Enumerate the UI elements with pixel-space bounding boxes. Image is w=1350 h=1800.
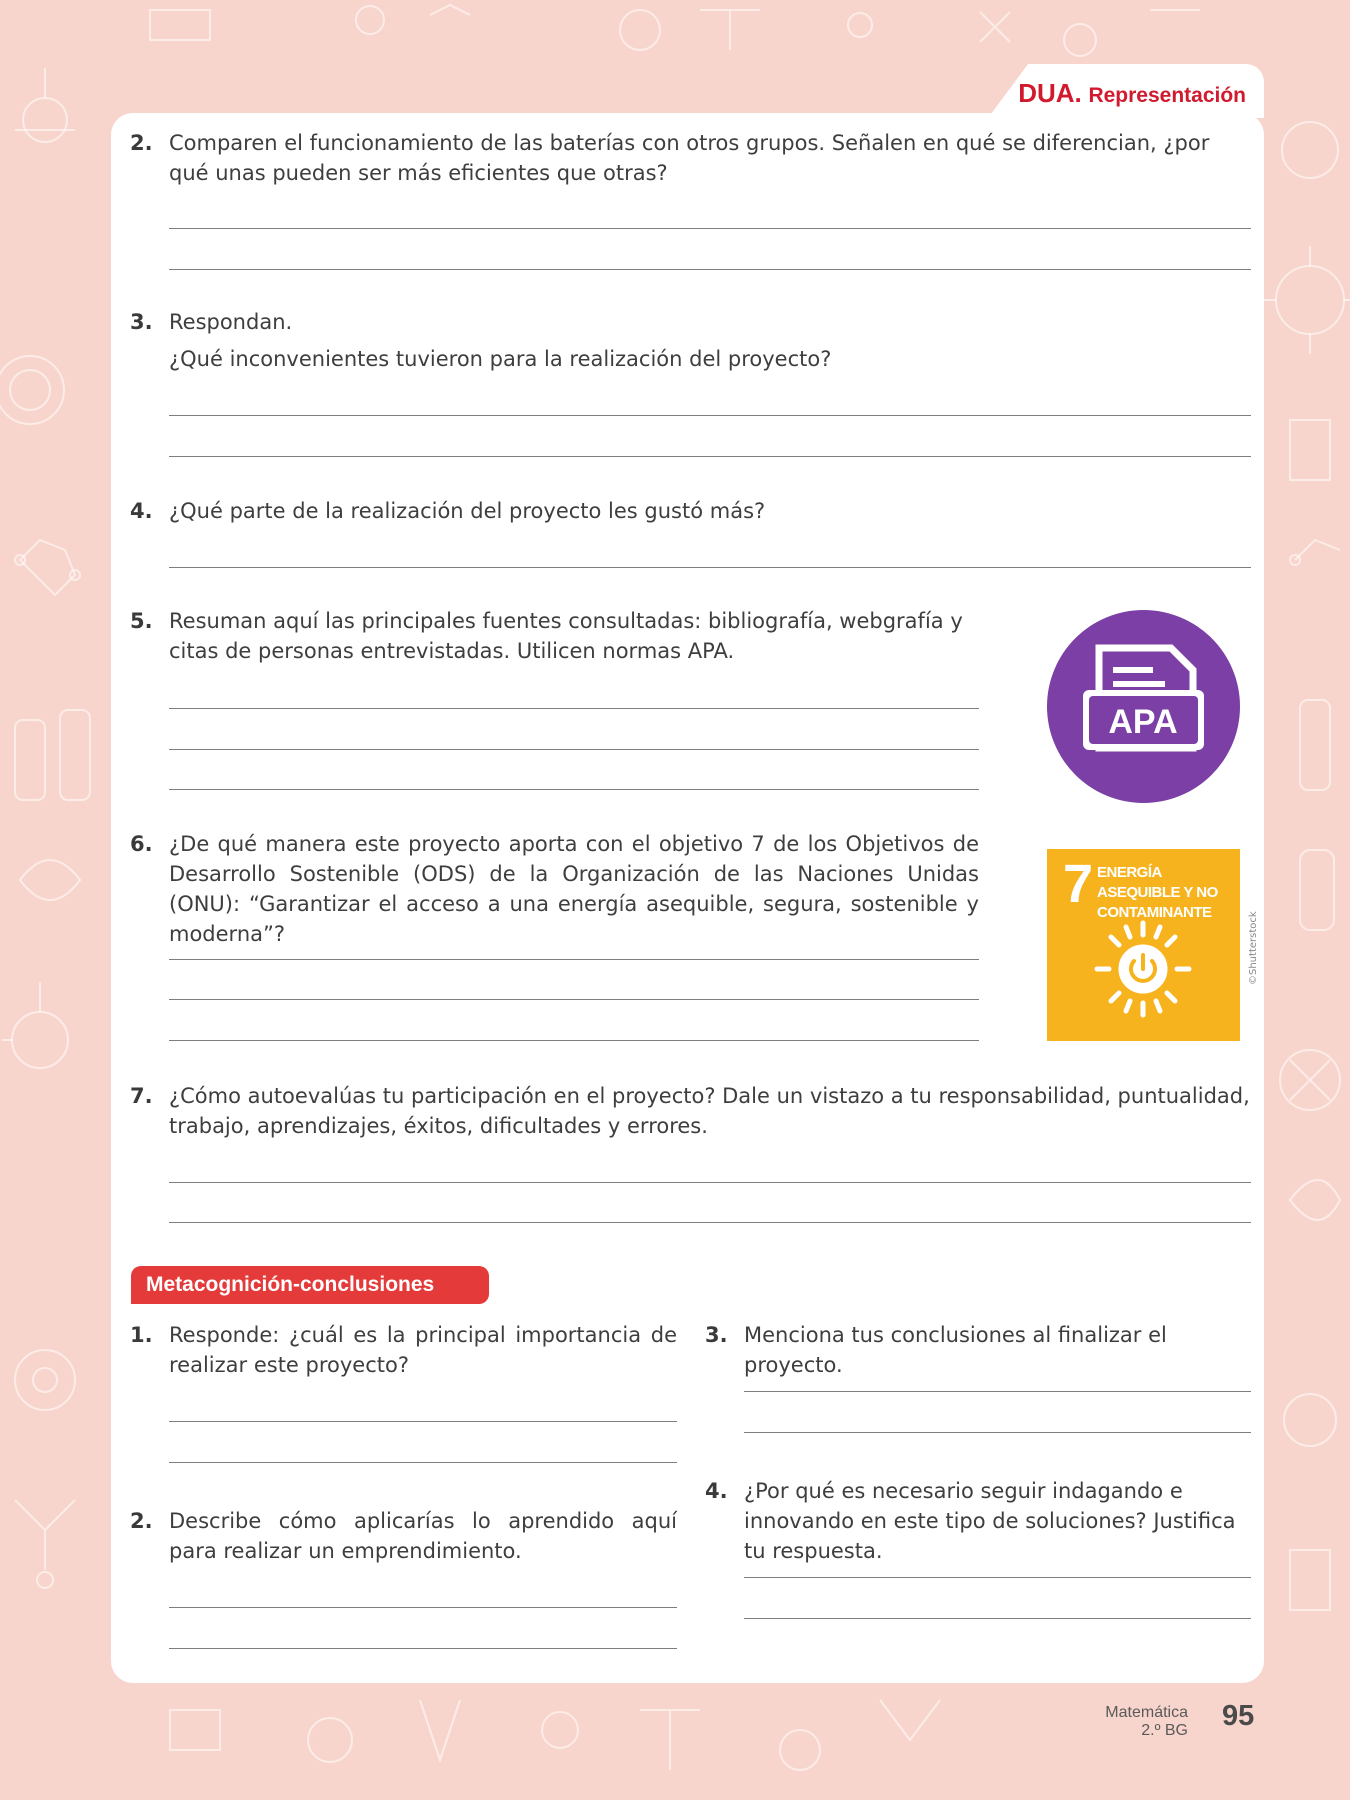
question-4	[130, 496, 1251, 526]
question-number: 4.	[130, 499, 153, 523]
answer-line[interactable]	[169, 1421, 677, 1422]
question-text: Menciona tus conclusiones al finalizar el proyecto.	[744, 1323, 1167, 1377]
answer-line[interactable]	[169, 789, 979, 790]
answer-line[interactable]	[169, 228, 1251, 229]
dua-label	[1018, 78, 1246, 109]
meta-question-3	[705, 1320, 1251, 1380]
sdg-7-badge	[1047, 849, 1240, 1041]
question-number: 4.	[705, 1479, 728, 1503]
question-2	[130, 128, 1251, 188]
question-number: 7.	[130, 1084, 153, 1108]
question-text: ¿De qué manera este proyecto aporta con el objetivo 7 de los Objetivos de Desarrollo Sostenible (ODS) de la Organización de las Naciones Unidas (ONU): “Garantizar el acceso a una energía asequible, segura, sostenible y moderna”?	[169, 832, 979, 946]
question-text: Describe cómo aplicarías lo aprendido aquí para realizar un emprendimiento.	[169, 1509, 677, 1563]
answer-line[interactable]	[169, 269, 1251, 270]
page-number: 95	[1222, 1700, 1255, 1732]
question-number: 2.	[130, 1509, 153, 1533]
question-text: ¿Qué parte de la realización del proyecto les gustó más?	[169, 499, 766, 523]
answer-line[interactable]	[169, 1648, 677, 1649]
answer-line[interactable]	[169, 456, 1251, 457]
question-number: 1.	[130, 1323, 153, 1347]
answer-line[interactable]	[169, 959, 979, 960]
apa-badge	[1047, 610, 1240, 803]
sdg-number: 7	[1063, 854, 1094, 914]
answer-line[interactable]	[744, 1618, 1251, 1619]
answer-line[interactable]	[744, 1577, 1251, 1578]
answer-line[interactable]	[169, 708, 979, 709]
question-7	[130, 1081, 1251, 1141]
answer-line[interactable]	[169, 999, 979, 1000]
answer-line[interactable]	[169, 1182, 1251, 1183]
question-number: 3.	[705, 1323, 728, 1347]
dua-light: Representación	[1088, 84, 1246, 107]
question-number: 5.	[130, 609, 153, 633]
footer-grade: 2.º BG	[1141, 1722, 1188, 1739]
answer-line[interactable]	[169, 1040, 979, 1041]
dua-strong: DUA.	[1018, 78, 1082, 108]
question-number: 6.	[130, 832, 153, 856]
sun-power-icon	[1093, 919, 1193, 1019]
question-subtext: ¿Qué inconvenientes tuvieron para la realización del proyecto?	[169, 347, 832, 371]
question-text: Comparen el funcionamiento de las baterías con otros grupos. Señalen en qué se diferencian, ¿por qué unas pueden ser más eficientes que otras?	[169, 131, 1210, 185]
apa-label: APA	[1108, 703, 1178, 741]
footer-book-info	[1105, 1704, 1188, 1740]
meta-question-2	[130, 1506, 677, 1566]
answer-line[interactable]	[169, 415, 1251, 416]
answer-line[interactable]	[169, 1222, 1251, 1223]
question-number: 3.	[130, 310, 153, 334]
question-text: ¿Cómo autoevalúas tu participación en el proyecto? Dale un vistazo a tu responsabilidad, puntualidad, trabajo, aprendizajes, éxitos, dificultades y errores.	[169, 1084, 1250, 1138]
question-text: Resuman aquí las principales fuentes consultadas: bibliografía, webgrafía y citas de personas entrevistadas. Utilicen normas APA.	[169, 609, 963, 663]
meta-question-4	[705, 1476, 1251, 1566]
answer-line[interactable]	[169, 1607, 677, 1608]
image-credit: ©Shutterstock	[1248, 911, 1259, 985]
question-5	[130, 606, 979, 666]
question-text: Respondan.	[169, 310, 293, 334]
question-3	[130, 307, 1251, 374]
meta-question-1	[130, 1320, 677, 1380]
answer-line[interactable]	[169, 1462, 677, 1463]
answer-line[interactable]	[169, 567, 1251, 568]
answer-line[interactable]	[744, 1391, 1251, 1392]
answer-line[interactable]	[744, 1432, 1251, 1433]
question-text: Responde: ¿cuál es la principal importancia de realizar este proyecto?	[169, 1323, 677, 1377]
question-text: ¿Por qué es necesario seguir indagando e innovando en este tipo de soluciones? Justifica tu respuesta.	[744, 1479, 1236, 1563]
footer-subject: Matemática	[1105, 1704, 1188, 1721]
metacognition-heading: Metacognición-conclusiones	[131, 1266, 489, 1304]
question-number: 2.	[130, 131, 153, 155]
question-6	[130, 829, 979, 949]
answer-line[interactable]	[169, 749, 979, 750]
sdg-title: ENERGÍA ASEQUIBLE Y NO CONTAMINANTE	[1097, 864, 1218, 921]
